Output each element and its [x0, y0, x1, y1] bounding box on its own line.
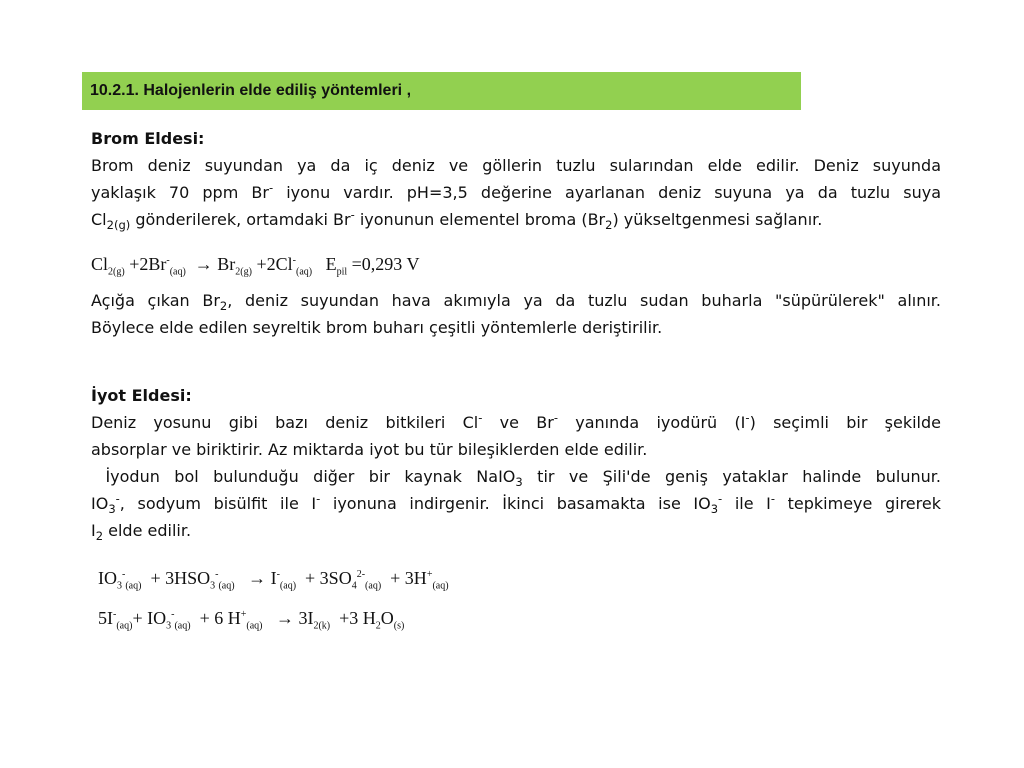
title-bar	[82, 72, 801, 110]
iyot-section	[91, 382, 941, 544]
text-span: , deniz suyundan hava akımıyla ya da tuzlu sudan buharla "süpürülerek" alınır.	[227, 291, 942, 310]
brom-paragraph-2	[91, 287, 941, 341]
brom-paragraph-1	[91, 152, 941, 233]
text-line: yaklaşık 70 ppm Br- iyonu vardır. pH=3,5 değerine ayarlanan deniz suyuna ya da tuzlu suya	[91, 180, 942, 202]
text-span: gönderilerek, ortamdaki Br	[135, 210, 351, 229]
iyot-paragraph-1	[91, 409, 941, 463]
text-span: yanında iyodürü (I	[575, 413, 746, 432]
text-line	[91, 314, 941, 341]
text-span: ve Br	[499, 413, 554, 432]
text-line: $Cl_{2(g)}$ gönderilerek, ortamdaki Br- iyonunun elementel broma $(Br_2)$ yükseltgenmesi sağlanır.	[91, 207, 823, 233]
text-span: tepkimeye girerek	[787, 494, 941, 513]
text-span: ) seçimli bir şekilde	[749, 413, 942, 432]
text-span: Açığa çıkan Br	[91, 291, 220, 310]
text-span: yaklaşık 70 ppm Br	[91, 183, 269, 202]
text-span: elde edilir.	[108, 521, 192, 540]
text-span: Deniz yosunu gibi bazı deniz bitkileri Cl	[91, 413, 479, 432]
text-span: ile I	[734, 494, 771, 513]
text-span: Brom deniz suyundan ya da iç deniz ve göllerin tuzlu sularından elde edilir. Deniz suyunda	[91, 156, 941, 175]
text-span: IO	[91, 494, 109, 513]
text-line: Deniz yosunu gibi bazı deniz bitkileri Cl- ve Br- yanında iyodürü (I-) seçimli bir şekilde	[91, 410, 942, 432]
brom-equation: $Cl_{2(g)} +2Br^-_{(aq)} \to Br_{2(g)} +2Cl^-_{(aq)}$ $E_{pil} =0,293$ V	[91, 254, 420, 278]
text-span: iyonunun elementel broma (Br	[359, 210, 606, 229]
brom-section	[91, 125, 941, 233]
text-span: İyodun bol bulunduğu diğer bir kaynak NaIO	[105, 467, 516, 486]
text-line	[91, 436, 941, 463]
text-line	[91, 152, 941, 179]
text-span: I	[91, 521, 96, 540]
text-span: absorplar ve biriktirir. Az miktarda iyot bu tür bileşiklerden elde edilir.	[91, 440, 648, 459]
brom-heading: Brom Eldesi:	[91, 129, 205, 148]
text-span: Cl	[91, 210, 107, 229]
slide-title: 10.2.1. Halojenlerin elde ediliş yöntemleri ,	[90, 82, 412, 99]
text-line: $I_2$ elde edilir.	[91, 521, 192, 544]
text-span: ) yükseltgenmesi sağlanır.	[612, 210, 823, 229]
text-line: İyodun bol bulunduğu diğer bir kaynak NaIO$_3$ tir ve Şili'de geniş yataklar halinde bulunur.	[105, 467, 941, 490]
iyot-equation-2: $5I^-_{(aq)}+ IO_3^-_{(aq)} + 6$ $H^+_{(aq)} \to 3I_{2(k)} +3$ $H_2O_{(s)}$	[98, 608, 405, 632]
text-span: tir ve Şili'de geniş yataklar halinde bulunur.	[537, 467, 941, 486]
text-span: , sodyum bisülfit ile I	[119, 494, 317, 513]
iyot-paragraph-2	[91, 463, 941, 544]
text-span: Böylece elde edilen seyreltik brom buharı çeşitli yöntemlerle deriştirilir.	[91, 318, 663, 337]
text-line: Açığa çıkan $Br_2$, deniz suyundan hava akımıyla ya da tuzlu sudan buharla "süpürülerek" alınır.	[91, 291, 942, 314]
text-span: iyonu vardır. pH=3,5 değerine ayarlanan deniz suyuna ya da tuzlu suya	[286, 183, 942, 202]
iyot-heading: İyot Eldesi:	[91, 386, 192, 405]
iyot-equation-1: $IO_3^-_{(aq)} + 3HSO_3^-_{(aq)} \to I^-_{(aq)} + 3SO_4^{2-}_{(aq)} + 3H^+_{(aq)}$	[98, 568, 449, 592]
text-span: iyonuna indirgenir. İkinci basamakta ise IO	[332, 494, 711, 513]
text-line: $IO_3^-$, sodyum bisülfit ile I- iyonuna indirgenir. İkinci basamakta ise $IO_3^-$ ile I- tepkimeye girerek	[91, 491, 941, 517]
